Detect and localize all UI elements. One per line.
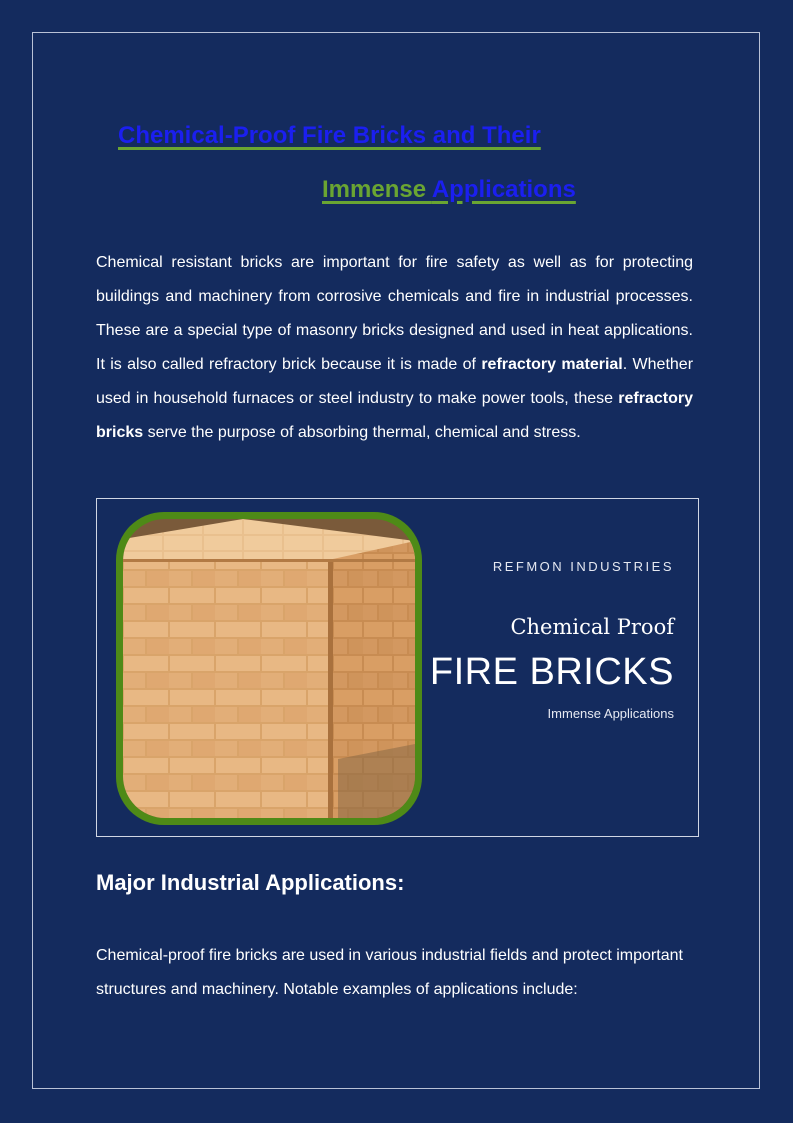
banner-company-name: REFMON INDUSTRIES (492, 559, 674, 574)
title-word-immense: Immense (322, 176, 432, 203)
fire-bricks-photo (116, 512, 422, 825)
section-heading: Major Industrial Applications: (96, 870, 405, 895)
article-title-line-1: Chemical-Proof Fire Bricks and Their (118, 122, 541, 149)
banner-title: FIRE BRICKS (429, 651, 674, 693)
article-title-line-2 (322, 176, 576, 204)
title-word-applications: Applications (431, 176, 576, 203)
fire-bricks-stack-photo-icon (123, 519, 415, 818)
banner-tagline: Immense Applications (547, 706, 674, 721)
intro-text-part-1: Chemical resistant bricks are important for fire safety as well as for protecting buildings and machinery from corrosive chemicals and fire in industrial processes. These are a special type of masonry bricks designed and used in heat applications. It is also called refractory brick because it is made of (96, 254, 693, 373)
banner-subtitle: Chemical Proof (510, 615, 674, 639)
intro-bold-refractory-bricks: refractory bricks (96, 390, 693, 441)
intro-text-part-3: serve the purpose of absorbing thermal, chemical and stress. (143, 424, 581, 441)
section-body-paragraph: Chemical-proof fire bricks are used in various industrial fields and protect important structures and machinery. Notable examples of applications include: (96, 947, 683, 998)
intro-text-part-2: . Whether used in household furnaces or steel industry to make power tools, these (96, 356, 694, 407)
promo-banner (96, 498, 699, 837)
intro-bold-refractory-material: refractory material (481, 356, 623, 373)
intro-paragraph (96, 246, 693, 450)
